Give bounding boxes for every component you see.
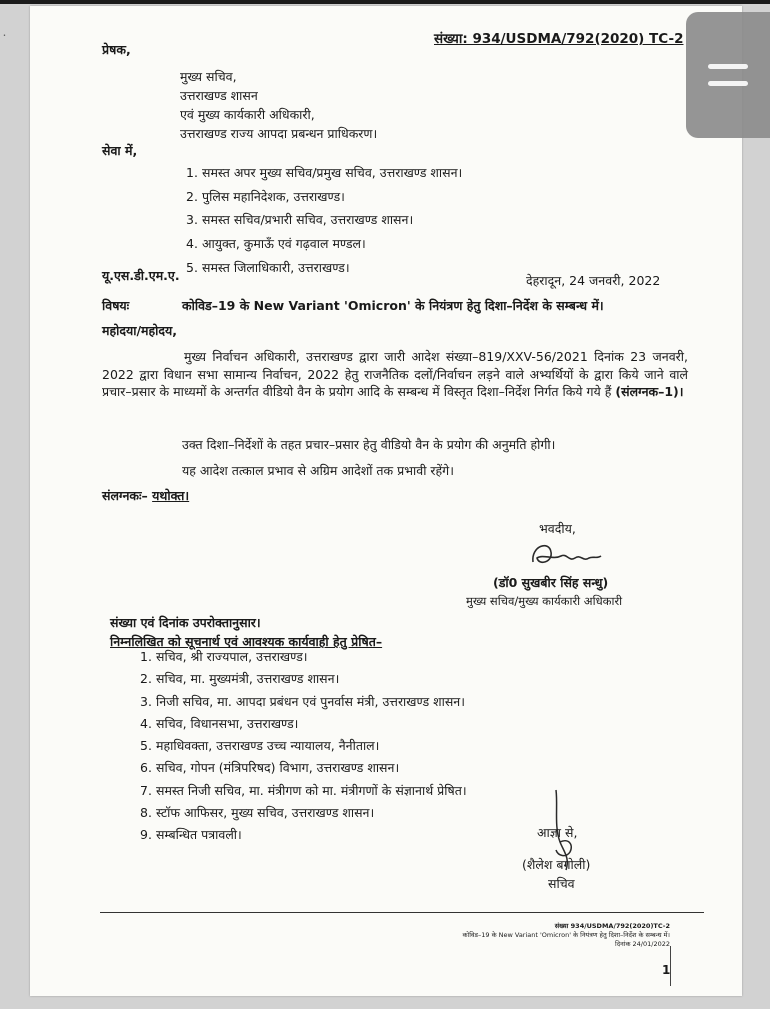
body-paragraph: उक्त दिशा–निर्देशों के तहत प्रचार–प्रसार हेतु वीडियो वैन के प्रयोग की अनुमति होगी। [182,437,556,452]
subject-label: विषयः [102,298,130,313]
list-item: 3. निजी सचिव, मा. आपदा प्रबंधन एवं पुनर्वास मंत्री, उत्तराखण्ड शासन। [140,693,465,709]
page-footer [463,922,670,949]
list-item: 8. स्टॉफ आफिसर, मुख्य सचिव, उत्तराखण्ड शासन। [140,805,375,821]
cc-subheading: निम्नलिखित को सूचनार्थ एवं आवश्यक कार्यवाही हेतु प्रेषित– [110,634,383,649]
margin-line [670,946,671,986]
sender-line: उत्तराखण्ड राज्य आपदा प्रबन्धन प्राधिकरण। [180,126,378,141]
list-item: 5. समस्त जिलाधिकारी, उत्तराखण्ड। [186,259,350,275]
list-item: 4. सचिव, विधानसभा, उत्तराखण्ड। [140,715,299,731]
place-date: देहरादून, 24 जनवरी, 2022 [526,273,661,288]
org-short-name: यू.एस.डी.एम.ए. [102,268,180,283]
list-item: 5. महाधिवक्ता, उत्तराखण्ड उच्च न्यायालय, नैनीताल। [140,738,380,754]
sender-line: एवं मुख्य कार्यकारी अधिकारी, [180,107,315,122]
footer-subject: कोविड–19 के New Variant 'Omicron' के नियंत्रण हेतु दिशा–निर्देश के सम्बन्ध में। [462,931,670,939]
signature-image [527,536,617,576]
recipient-list [186,161,462,280]
list-item: 3. समस्त सचिव/प्रभारी सचिव, उत्तराखण्ड शासन। [186,212,414,228]
list-item: 1. सचिव, श्री राज्यपाल, उत्तराखण्ड। [140,649,308,664]
scan-speck: • [3,33,6,39]
secretary-name: (शैलेश बगोली) [522,857,591,872]
secretary-title: सचिव [548,876,575,891]
closing-text: भवदीय, [539,521,576,536]
hamburger-menu-icon [708,64,748,69]
list-item: 7. समस्त निजी सचिव, मा. मंत्रीगण को मा. मंत्रीगणों के संज्ञानार्थ प्रेषित। [140,782,467,798]
signatory-title: मुख्य सचिव/मुख्य कार्यकारी अधिकारी [466,594,623,608]
list-item: 1. समस्त अपर मुख्य सचिव/प्रमुख सचिव, उत्तराखण्ड शासन। [186,165,463,180]
list-item: 6. सचिव, गोपन (मंत्रिपरिषद) विभाग, उत्तराखण्ड शासन। [140,760,400,776]
scanned-letter-page [30,6,742,996]
hamburger-menu-icon [708,81,748,86]
sender-line: मुख्य सचिव, [180,69,237,84]
cc-heading: संख्या एवं दिनांक उपरोक्तानुसार। [110,615,261,630]
page-number: 1 [662,963,671,977]
reference-number: संख्या: 934/USDMA/792(2020) TC-2 [434,31,684,47]
list-item: 2. सचिव, मा. मुख्यमंत्री, उत्तराखण्ड शासन। [140,671,340,687]
signatory-name: (डॉ0 सुखबीर सिंह सन्धु) [493,575,609,590]
sender-label: प्रेषक, [102,42,131,57]
list-item: 2. पुलिस महानिदेशक, उत्तराखण्ड। [186,188,345,204]
enclosure-reference: (संलग्नक–1)। [615,384,684,399]
enclosure-line: संलग्नकः– यथोक्त। [102,488,190,503]
list-item: 4. आयुक्त, कुमाऊँ एवं गढ़वाल मण्डल। [186,236,366,252]
body-paragraph: यह आदेश तत्काल प्रभाव से अग्रिम आदेशों तक प्रभावी रहेंगे। [182,463,454,478]
to-label: सेवा में, [102,143,138,158]
list-item: 9. सम्बन्धित पत्रावली। [140,827,242,843]
footer-divider [100,912,704,913]
footer-reference: संख्या 934/USDMA/792(2020)TC-2 [554,922,670,930]
sender-line: उत्तराखण्ड शासन [180,88,258,103]
body-paragraph: मुख्य निर्वाचन अधिकारी, उत्तराखण्ड द्वारा जारी आदेश संख्या–819/XXV-56/2021 दिनांक 23 जनवरी, 2022 द्वारा विधान सभा सामान्य निर्वाचन, 2022 हेतु राजनैतिक दलों/निर्वाचन लड़ने वाले अभ्यर्थियों के द्वारा किये जाने वाले प्रचार–प्रसार के माध्यमों के अन्तर्गत वीडियो वैन के प्रयोग आदि के सम्बन्ध में विस्तृत दिशा–निर्देश निर्गत किये गये हैं (संलग्नक–1)। [102,349,688,399]
hamburger-menu-button[interactable] [686,12,770,138]
salutation: महोदया/महोदय, [102,323,178,338]
footer-date: दिनांक 24/01/2022 [615,940,670,948]
subject-text: कोविड–19 के New Variant 'Omicron' के नियंत्रण हेतु दिशा–निर्देश के सम्बन्ध में। [182,298,604,313]
cc-list [140,646,467,847]
top-edge-bar [0,0,770,4]
order-by-text: आज्ञा से, [537,825,578,840]
